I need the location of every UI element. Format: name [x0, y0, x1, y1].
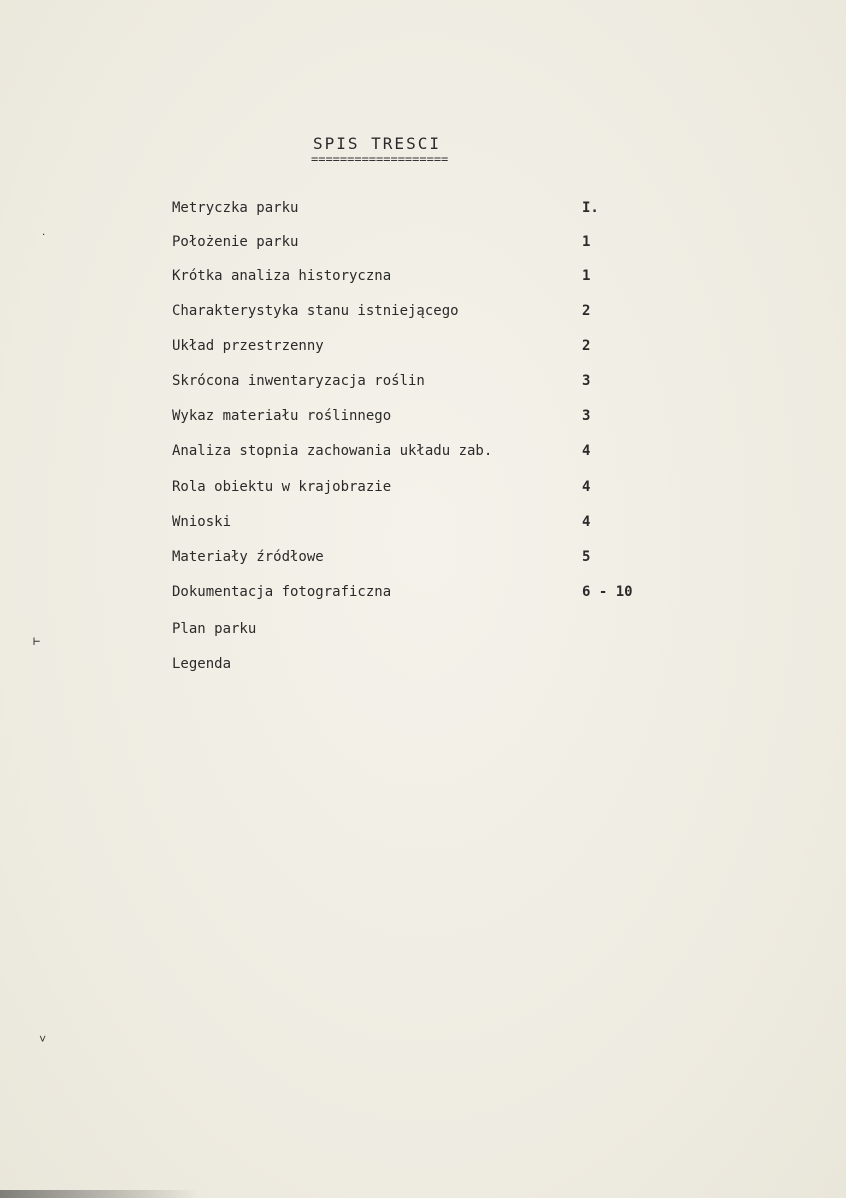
toc-entry-page: 5	[582, 549, 591, 565]
toc-entry-page: 1	[582, 234, 591, 250]
toc-entry	[172, 479, 692, 501]
toc-entry-page: 2	[582, 338, 591, 354]
scan-edge-shadow	[0, 1190, 200, 1198]
toc-entry	[172, 338, 692, 360]
margin-mark: ˅	[39, 1032, 47, 1046]
toc-entry-title: Rola obiektu w krajobrazie	[172, 479, 392, 495]
toc-entry	[172, 621, 692, 643]
toc-entry	[172, 656, 692, 678]
toc-entry-title: Analiza stopnia zachowania układu zab.	[172, 443, 493, 459]
toc-entry-page: 4	[582, 514, 591, 530]
toc-entry-title: Krótka analiza historyczna	[172, 268, 392, 284]
margin-mark: ˙	[40, 232, 48, 246]
toc-entry-page: I.	[582, 200, 599, 216]
toc-entry	[172, 268, 692, 290]
toc-entry-title: Wnioski	[172, 514, 232, 530]
margin-mark: ⊢	[33, 634, 41, 648]
toc-entry-title: Legenda	[172, 656, 232, 672]
toc-entry	[172, 200, 692, 222]
toc-entry-page: 2	[582, 303, 591, 319]
toc-entry-page: 4	[582, 443, 591, 459]
toc-entry-page: 3	[582, 408, 591, 424]
toc-entry-title: Charakterystyka stanu istniejącego	[172, 303, 459, 319]
title-underline: ===================	[311, 152, 449, 166]
toc-entry-title: Położenie parku	[172, 234, 299, 250]
toc-entry-page: 6 - 10	[582, 584, 633, 600]
toc-entry-title: Materiały źródłowe	[172, 549, 324, 565]
toc-entry	[172, 549, 692, 571]
toc-entry-page: 3	[582, 373, 591, 389]
toc-entry-page: 1	[582, 268, 591, 284]
toc-entry	[172, 303, 692, 325]
toc-entry	[172, 373, 692, 395]
toc-entry	[172, 514, 692, 536]
toc-entry-title: Układ przestrzenny	[172, 338, 324, 354]
page-title: SPIS TRESCI	[313, 134, 441, 153]
toc-entry-title: Plan parku	[172, 621, 257, 637]
toc-entry	[172, 234, 692, 256]
toc-entry	[172, 584, 692, 606]
toc-entry-title: Dokumentacja fotograficzna	[172, 584, 392, 600]
toc-entry	[172, 443, 692, 465]
toc-entry-title: Wykaz materiału roślinnego	[172, 408, 392, 424]
toc-entry-page: 4	[582, 479, 591, 495]
toc-entry-title: Metryczka parku	[172, 200, 299, 216]
toc-entry	[172, 408, 692, 430]
toc-entry-title: Skrócona inwentaryzacja roślin	[172, 373, 425, 389]
